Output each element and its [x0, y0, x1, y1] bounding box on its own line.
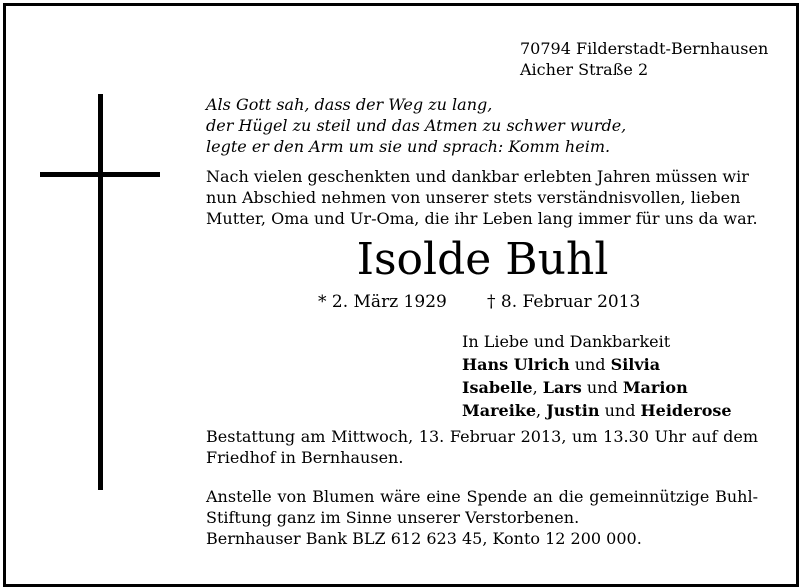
funeral-line: Friedhof in Bernhausen. — [206, 448, 404, 467]
mourners-block — [462, 330, 732, 422]
mourners-row — [462, 399, 732, 422]
address-line: Aicher Straße 2 — [520, 60, 649, 79]
separator: , — [536, 401, 547, 420]
death-date: † 8. Februar 2013 — [487, 292, 641, 312]
conjunction: und — [599, 401, 641, 420]
cross-horizontal-bar — [40, 172, 160, 177]
donation-paragraph — [206, 486, 758, 549]
intro-line: Mutter, Oma und Ur-Oma, die ihr Leben lang immer für uns da war. — [206, 209, 758, 228]
birth-date: * 2. März 1929 — [318, 292, 447, 312]
conjunction: und — [581, 378, 623, 397]
donation-line: Bernhauser Bank BLZ 612 623 45, Konto 12 200 000. — [206, 529, 642, 548]
donation-line: Stiftung ganz im Sinne unserer Verstorbenen. — [206, 508, 580, 527]
address-block — [520, 38, 768, 80]
funeral-paragraph — [206, 426, 758, 468]
mourner-name: Mareike — [462, 401, 537, 420]
mourners-row — [462, 353, 732, 376]
address-line: 70794 Filderstadt-Bernhausen — [520, 39, 769, 58]
poem-line: Als Gott sah, dass der Weg zu lang, — [206, 95, 493, 114]
mourner-name: Justin — [546, 401, 600, 420]
mourner-name: Isabelle — [462, 378, 533, 397]
separator: , — [532, 378, 543, 397]
cross-vertical-bar — [98, 94, 103, 490]
mourner-name: Lars — [542, 378, 582, 397]
mourner-name: Silvia — [610, 355, 661, 374]
funeral-line: Bestattung am Mittwoch, 13. Februar 2013, um 13.30 Uhr auf dem — [206, 427, 758, 446]
mourner-name: Marion — [622, 378, 688, 397]
donation-line: Anstelle von Blumen wäre eine Spende an die gemeinnützige Buhl- — [206, 487, 758, 506]
intro-line: Nach vielen geschenkten und dankbar erlebten Jahren müssen wir — [206, 167, 749, 186]
mourner-name: Hans Ulrich — [462, 355, 570, 374]
mourners-heading: In Liebe und Dankbarkeit — [462, 332, 671, 351]
mourner-name: Heiderose — [640, 401, 732, 420]
deceased-name: Isolde Buhl — [356, 234, 609, 285]
intro-paragraph — [206, 166, 758, 229]
conjunction: und — [569, 355, 611, 374]
poem-verse — [206, 94, 626, 157]
mourners-row — [462, 376, 732, 399]
poem-line: legte er den Arm um sie und sprach: Komm heim. — [206, 137, 611, 156]
intro-line: nun Abschied nehmen von unserer stets verständnisvollen, lieben — [206, 188, 741, 207]
poem-line: der Hügel zu steil und das Atmen zu schwer wurde, — [206, 116, 627, 135]
